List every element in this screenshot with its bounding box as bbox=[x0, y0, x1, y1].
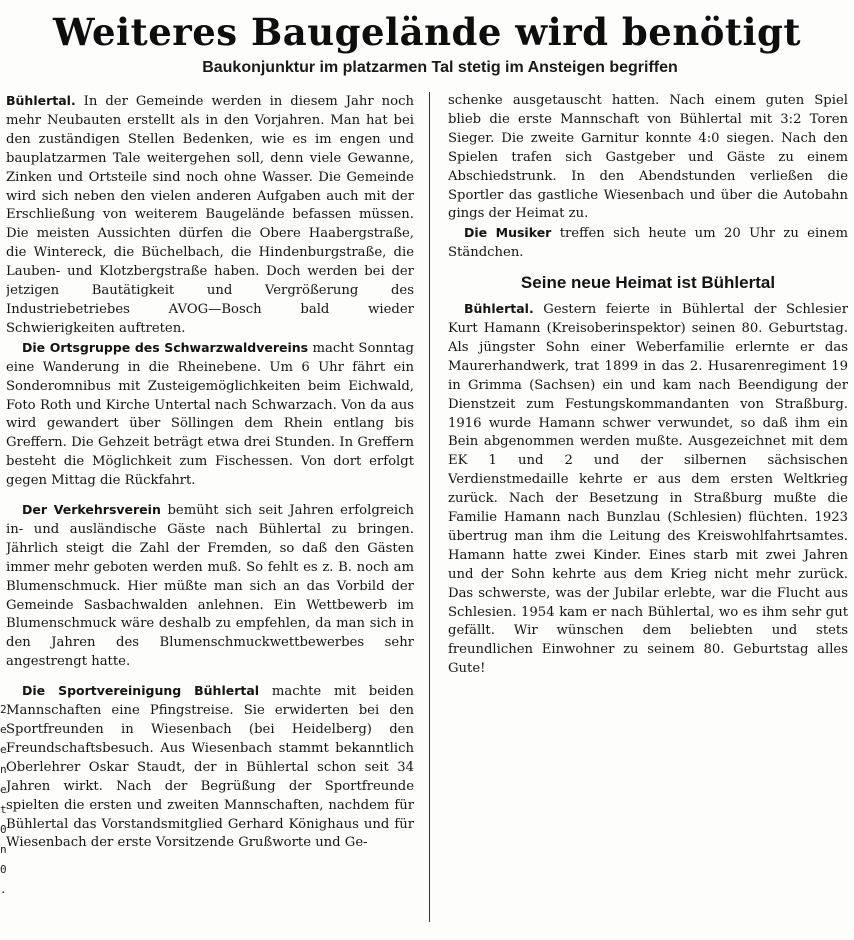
paragraph-verkehrsverein bbox=[6, 501, 414, 672]
headline: Weiteres Baugelände wird benötigt bbox=[52, 10, 802, 54]
paragraph-construction bbox=[6, 92, 414, 339]
paragraph-body: macht Sonntag eine Wanderung in die Rheinebene. Um 6 Uhr fährt ein Sonderomnibus mit Zusteigemöglichkeiten beim Eichwald, Foto Roth und Kirche Untertal nach Schwarzach. Von da aus wird gewandert über Söllingen dem Rhein entlang bis Greffern. Die Gehzeit beträgt etwa drei Stunden. In Greffern besteht die Möglichkeit zum Fischessen. Von dort erfolgt gegen Mittag die Rückfahrt. bbox=[6, 340, 414, 489]
paragraph-lead: Bühlertal. bbox=[6, 93, 76, 108]
article-heading: Seine neue Heimat ist Bühlertal bbox=[520, 273, 776, 293]
column-divider bbox=[429, 92, 430, 922]
left-column bbox=[6, 92, 414, 934]
paragraph-body: bemüht sich seit Jahren erfolgreich in- und ausländische Gäste nach Bühlertal zu bringen. Jährlich steigt die Zahl der Fremden, so daß den Gästen immer mehr geboten werden muß. So fehlt es z. B. noch am Blumenschmuck. Hier müßte man sich an das Vorbild der Gemeinde Sasbachwalden anlehnen. Ein Wettbewerb im Blumenschmuck wäre deshalb zu empfehlen, da man sich in den Jahren des Blumenschmuckwettbewerbes sehr angestrengt hatte. bbox=[6, 503, 414, 670]
margin-fragments: 2 e e n e t 0 n 0 . bbox=[0, 703, 7, 896]
paragraph-musiker bbox=[448, 224, 848, 263]
right-column bbox=[448, 92, 848, 692]
paragraph-sportvereinigung bbox=[6, 682, 414, 853]
paragraph-body: Gestern feierte in Bühlertal der Schlesier Kurt Hamann (Kreisoberinspektor) seinen 80. Geburtstag. Als jüngster Sohn einer Weberfamilie erlernte er das Maurerhandwerk, trat 1899 in das 2. Husarenregiment 19 in Grimma (Sachsen) ein und kam nach Beendigung der Dienstzeit zum Festungskommandanten von Straßburg. 1916 wurde Hamann schwer verwundet, so daß ihm ein Bein abgenommen werden mußte. Ausgezeichnet mit dem EK 1 und 2 und der silbernen sächsischen Verdienstmedaille kehrte er aus dem ersten Weltkrieg zurück. Nach der Besetzung in Straßburg mußte die Familie Hamann nach Bunzlau (Schlesien) flüchten. 1923 übertrug man ihm die Leitung des Kreiswohlfahrtsamtes. Hamann hatte zwei Kinder. Eines starb mit zwei Jahren und der Sohn kehrte aus dem Krieg nicht mehr zurück. Das schwerste, was der Jubilar erlebte, war die Flucht aus Schlesien. 1954 kam er nach Bühlertal, wo es ihm sehr gut gefällt. Wir wünschen dem beliebten und stets freundlichen Einwohner zu seinem 80. Geburtstag alles Gute! bbox=[448, 302, 848, 677]
paragraph-body: In der Gemeinde werden in diesem Jahr noch mehr Neubauten erstellt als in den Vorjahren. Man hat bei den zuständigen Stellen Bedenken, wie es im engen und bauplatzarmen Tale weitergehen soll, denn viele Gewanne, Zinken und Ortsteile sind noch ohne Wasser. Die Gemeinde wird sich neben den vielen anderen Aufgaben auch mit der Erschließung von weiterem Baugelände befassen müssen. Die meisten Aussichten dürfen die Obere Haabergstraße, die Wintereck, die Büchelbach, die Hindenburgstraße, die Lauben- und Klotzbergstraße haben. Doch werden bei der jetzigen Bautätigkeit und Vergrößerung des Industriebetriebes AVOG—Bosch bald wieder Schwierigkeiten auftreten. bbox=[6, 94, 414, 336]
paragraph-schwarzwaldverein bbox=[6, 339, 414, 491]
subheadline: Baukonjunktur im platzarmen Tal stetig im Ansteigen begriffen bbox=[202, 59, 678, 76]
paragraph-lead: Die Sportvereinigung Bühlertal bbox=[22, 683, 260, 699]
paragraph-lead: Der Verkehrsverein bbox=[22, 502, 161, 518]
paragraph-lead: Die Ortsgruppe des Schwarzwaldvereins bbox=[22, 339, 309, 355]
paragraph-lead: Bühlertal. bbox=[464, 301, 534, 317]
paragraph-lead: Die Musiker bbox=[464, 225, 552, 241]
paragraph-continuation: schenke ausgetauscht hatten. Nach einem guten Spiel blieb die erste Mannschaft von Bühlertal mit 3:2 Toren Sieger. Die zweite Garnitur konnte 4:0 siegen. Nach den Spielen trafen sich Gastgeber und Gäste zu einem Abschiedstrunk. In den Abendstunden verließen die Sportler das gastliche Wiesenbach und über die Autobahn gings der Heimat zu. bbox=[448, 93, 848, 222]
paragraph-body: machte mit beiden Mannschaften eine Pfingstreise. Sie erwiderten bei den Sportfreunden in Wiesenbach (bei Heidelberg) den Freundschaftsbesuch. Aus Wiesenbach stammt bekanntlich Oberlehrer Oskar Staudt, der in Bühlertal schon seit 34 Jahren wirkt. Nach der Begrüßung der Sportfreunde spielten die ersten und zweiten Mannschaften, nachdem für Bühlertal das Vorstandsmitglied Gerhard Könighaus und für Wiesenbach der erste Vorsitzende Grußworte und Ge- bbox=[6, 684, 414, 851]
paragraph-hamann bbox=[448, 300, 848, 679]
paragraph-body: treffen sich heute um 20 Uhr zu einem Ständchen. bbox=[448, 226, 848, 261]
